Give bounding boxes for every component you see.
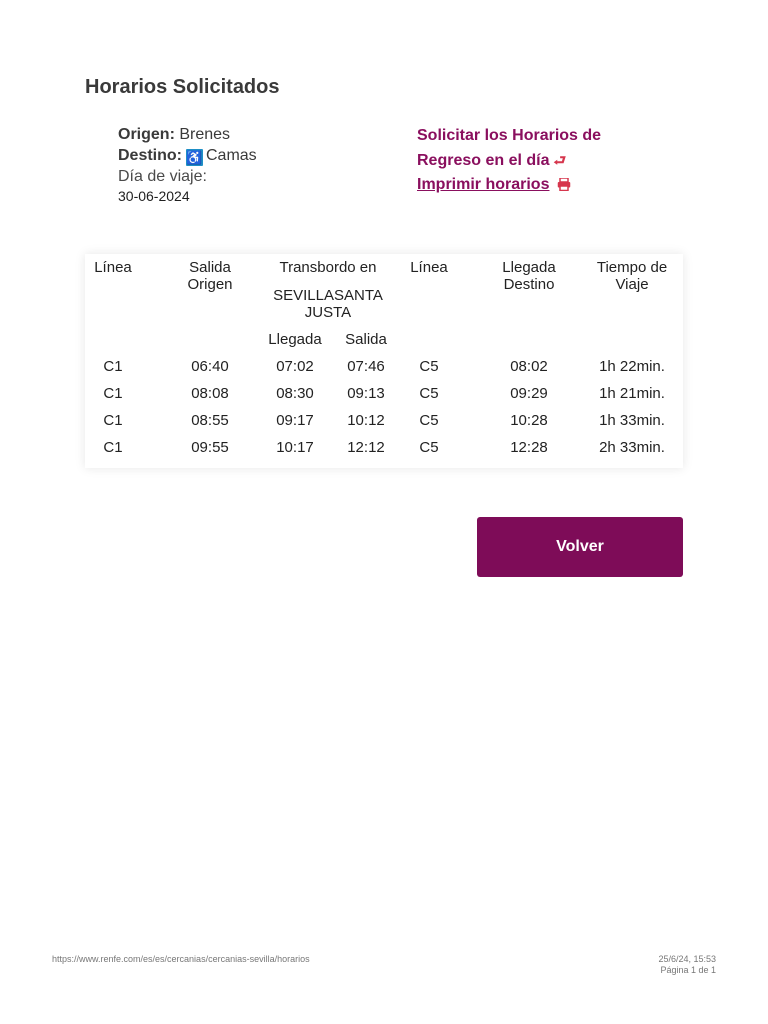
- row1-transfer-arrival: 07:02: [276, 358, 314, 375]
- header-transfer-at: Transbordo en: [279, 259, 377, 276]
- row2-line1-link[interactable]: C1: [103, 385, 123, 402]
- schedule-table: [85, 254, 683, 468]
- header-transfer-station: SEVILLASANTA JUSTA: [273, 287, 383, 321]
- row1-duration: 1h 22min.: [599, 358, 665, 375]
- row2-transfer-departure: 09:13: [347, 385, 385, 402]
- origin-label: Origen:: [118, 126, 175, 143]
- row1-arrival: 08:02: [510, 358, 548, 375]
- print-row: [417, 173, 627, 197]
- header-arrival-destination: Llegada Destino: [502, 259, 556, 293]
- row4-arrival: 12:28: [510, 439, 548, 456]
- row4-transfer-arrival: 10:17: [276, 439, 314, 456]
- footer-url: https://www.renfe.com/es/es/cercanias/cercanias-sevilla/horarios: [52, 954, 310, 964]
- row3-line1-link[interactable]: C1: [103, 412, 123, 429]
- row2-line2-link[interactable]: C5: [419, 385, 439, 402]
- row2-departure: 08:08: [191, 385, 229, 402]
- row4-line1-link[interactable]: C1: [103, 439, 123, 456]
- back-button[interactable]: Volver: [477, 517, 683, 577]
- action-links: [417, 124, 627, 197]
- row4-departure: 09:55: [191, 439, 229, 456]
- header-departure-origin: Salida Origen: [187, 259, 233, 293]
- origin-row: [118, 124, 257, 145]
- return-schedule-label: Solicitar los Horarios de Regreso en el día: [417, 127, 602, 169]
- row3-transfer-departure: 10:12: [347, 412, 385, 429]
- row1-transfer-departure: 07:46: [347, 358, 385, 375]
- header-transfer-departure: Salida: [345, 331, 387, 348]
- row3-line2-link[interactable]: C5: [419, 412, 439, 429]
- row3-departure: 08:55: [191, 412, 229, 429]
- footer-meta: [658, 954, 716, 976]
- row4-transfer-departure: 12:12: [347, 439, 385, 456]
- header-travel-time: Tiempo de Viaje: [596, 259, 668, 293]
- date-label: Día de viaje:: [118, 168, 207, 185]
- row2-arrival: 09:29: [510, 385, 548, 402]
- row3-transfer-arrival: 09:17: [276, 412, 314, 429]
- row1-line1-link[interactable]: C1: [103, 358, 123, 375]
- trip-info: [118, 124, 257, 205]
- row3-arrival: 10:28: [510, 412, 548, 429]
- printer-icon[interactable]: [557, 178, 571, 196]
- wheelchair-accessible-icon: ♿: [186, 150, 203, 165]
- row3-duration: 1h 33min.: [599, 412, 665, 429]
- footer-timestamp: 25/6/24, 15:53: [658, 954, 716, 964]
- header-line2: Línea: [410, 259, 448, 276]
- destination-value: Camas: [206, 147, 257, 164]
- header-line1: Línea: [94, 259, 132, 276]
- row1-departure: 06:40: [191, 358, 229, 375]
- print-schedule-link[interactable]: Imprimir horarios: [417, 176, 550, 193]
- row2-duration: 1h 21min.: [599, 385, 665, 402]
- row2-transfer-arrival: 08:30: [276, 385, 314, 402]
- origin-value: Brenes: [179, 126, 231, 143]
- row1-line2-link[interactable]: C5: [419, 358, 439, 375]
- page-title: Horarios Solicitados: [85, 76, 280, 98]
- row4-duration: 2h 33min.: [599, 439, 665, 456]
- return-arrow-icon: ⮐: [553, 152, 567, 168]
- date-value: 30-06-2024: [118, 188, 190, 204]
- destination-label: Destino:: [118, 147, 182, 164]
- row4-line2-link[interactable]: C5: [419, 439, 439, 456]
- footer-page-number: Página 1 de 1: [660, 965, 716, 975]
- return-schedule-link[interactable]: [417, 124, 627, 173]
- destination-row: [118, 145, 257, 166]
- header-transfer-arrival: Llegada: [268, 331, 322, 348]
